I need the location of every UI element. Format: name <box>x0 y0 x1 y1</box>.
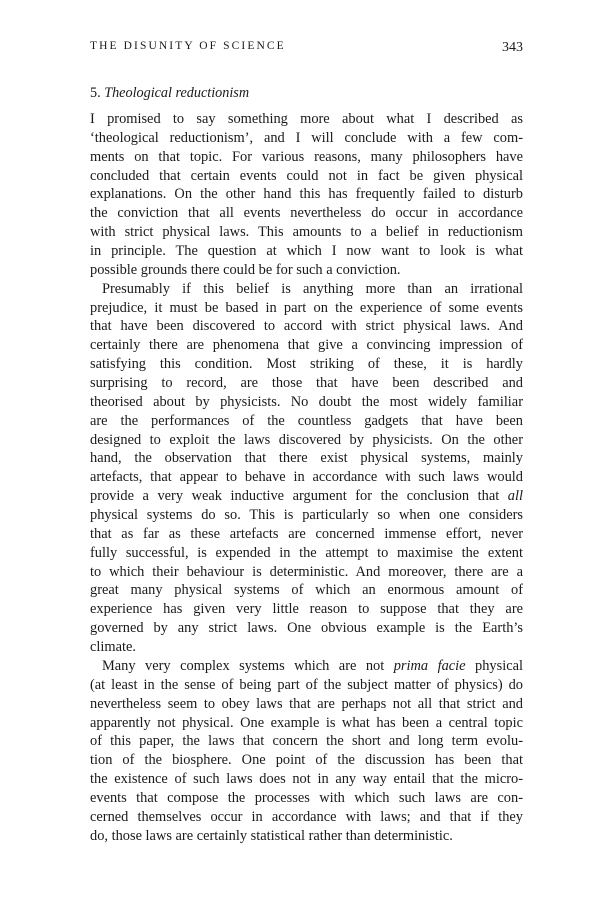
text-line: climate. <box>90 639 136 656</box>
running-title: THE DISUNITY OF SCIENCE <box>90 40 286 52</box>
running-head <box>90 40 523 60</box>
text-line: great many physical systems of which an enormous amount of <box>90 582 523 599</box>
text-segment: physical <box>475 657 523 674</box>
emphasis-prima-facie: prima facie <box>393 657 466 674</box>
text-line: explanations. On the other hand this has frequently failed to disturb <box>90 186 523 203</box>
text-line: do, those laws are certainly statistical rather than deterministic. <box>90 827 453 844</box>
text-line: artefacts, that appear to behave in accordance with such laws would <box>90 469 523 486</box>
text-line: to which their behaviour is deterministic. And moreover, there are a <box>90 563 523 580</box>
text-line: concluded that certain events could not in fact be given physical <box>90 167 523 184</box>
text-line: the existence of such laws does not in any way entail that the micro- <box>90 771 523 788</box>
text-line: that as far as these artefacts are concerned immense effort, never <box>90 525 523 542</box>
section-title: Theological reductionism <box>104 85 250 101</box>
text-line: events that compose the processes with which such laws are con- <box>90 789 523 806</box>
text-line: tion of the biosphere. One point of the discussion has been that <box>90 752 523 769</box>
text-segment: Many very complex systems which are not <box>102 657 385 674</box>
emphasis-all: all <box>507 488 523 505</box>
text-line: prejudice, it must be based in part on the experience of some events <box>90 299 523 316</box>
text-line: ‘theological reductionism’, and I will conclude with a few com- <box>90 129 523 146</box>
text-line: (at least in the sense of being part of the subject matter of physics) do <box>90 676 523 693</box>
text-line: fully successful, is expended in the attempt to maximise the extent <box>90 544 523 561</box>
text-line: physical systems do so. This is particularly so when one considers <box>90 507 523 524</box>
text-line: apparently not physical. One example is what has been a central topic <box>90 714 523 731</box>
text-line: designed to exploit the laws discovered by physicists. On the other <box>90 431 523 448</box>
text-line: theorised about by physicists. No doubt the most widely familiar <box>90 393 523 410</box>
text-line <box>90 657 523 676</box>
text-line: hand, the observation that there exist physical systems, mainly <box>90 450 523 467</box>
text-line <box>90 487 523 506</box>
text-line: are the performances of the countless gadgets that have been <box>90 412 523 429</box>
text-line: ments on that topic. For various reasons, many philosophers have <box>90 148 523 165</box>
page-number: 343 <box>502 40 523 55</box>
text-line: the conviction that all events nevertheless do occur in accordance <box>90 205 523 222</box>
text-line: that have been discovered to accord with strict physical laws. And <box>90 318 523 335</box>
section-heading <box>90 84 249 102</box>
text-line: possible grounds there could be for such a conviction. <box>90 261 401 278</box>
text-line: I promised to say something more about what I described as <box>90 111 523 127</box>
text-line: experience has given very little reason to suppose that they are <box>90 601 523 618</box>
text-line: of this paper, the laws that concern the short and long term evolu- <box>90 733 523 750</box>
text-line: in principle. The question at which I now want to look is what <box>90 243 523 260</box>
text-segment: provide a very weak inductive argument for the conclusion that <box>90 488 500 505</box>
text-line: cerned themselves occur in accordance with laws; and that if they <box>90 808 523 825</box>
text-line: with strict physical laws. This amounts to a belief in reductionism <box>90 224 523 241</box>
body-text <box>90 110 523 846</box>
section-number: 5. <box>90 85 101 101</box>
text-line: nevertheless seem to obey laws that are perhaps not all that strict and <box>90 695 523 712</box>
text-line: governed by any strict laws. One obvious example is the Earth’s <box>90 620 523 637</box>
text-line: satisfying this condition. Most striking of these, it is hardly <box>90 356 523 373</box>
text-line: certainly there are phenomena that give a convincing impression of <box>90 337 523 354</box>
text-line: Presumably if this belief is anything more than an irrational <box>102 280 523 297</box>
text-line: surprising to record, are those that have been described and <box>90 375 523 392</box>
